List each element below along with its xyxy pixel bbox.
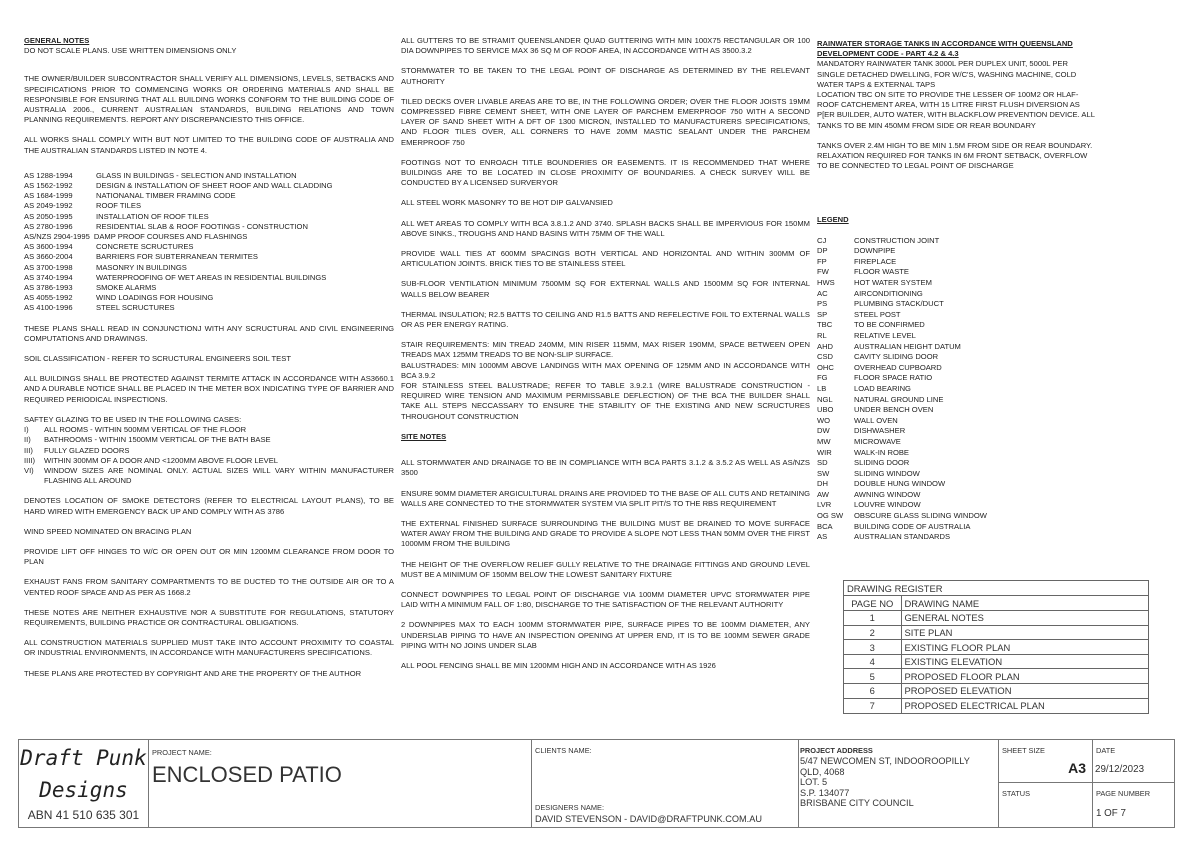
standard-row: AS/NZS 2904-1995 DAMP PROOF COURSES AND FLASHINGS [24,232,248,242]
note-overflow: THE HEIGHT OF THE OVERFLOW RELIEF GULLY RELATIVE TO THE DRAINAGE FITTINGS AND GROUND LEVEL MUST BE A MINIMUM OF 150MM BELOW THE LOWEST SANITARY FIXTURE [401,559,810,579]
note-coastal: ALL CONSTRUCTION MATERIALS SUPPLIED MUST TAKE INTO ACCOUNT PROXIMITY TO COASTAL OR INDUSTRIAL ENVIRONMENTS, IN ACCORDANCE WITH MANUFACTURERS SPECIFICATIONS. [24,638,394,658]
note-smoke-detectors: DENOTES LOCATION OF SMOKE DETECTORS (REFER TO ELECTRICAL LAYOUT PLANS), TO BE HARD WIRED WITH EMERGENCY BACK UP AND COMPLY WITH AS 3786 [24,496,394,516]
column-header-drawing-name: DRAWING NAME [901,596,1148,611]
drawing-register-table [844,596,1148,713]
note-tiled-decks: TILED DECKS OVER LIVABLE AREAS ARE TO BE, IN THE FOLLOWING ORDER; OVER THE FLOOR JOISTS 19MM COMPRESSED FIBRE CEMENT SHEET, WITH ONE LAYER OF PARCHEM EMERPROOF 750 WITH A SECOND LAYER OF SAND SHEET WITH A DFT OF 1300 MICRON, INSTALLED TO MANUFACTURERS SPECIFICATIONS, AND FLOOR TILES OVER, ALL CORNERS TO HAVE 20MM MASTIC SEALANT UNDER THE PARCHEM EMERPROOF 750 [401,96,810,147]
rainwater-legend-column [817,36,1097,543]
note-copyright: THESE PLANS ARE PROTECTED BY COPYRIGHT AND ARE THE PROPERTY OF THE AUTHOR [24,668,362,678]
abn-number: ABN 41 510 635 301 [27,808,140,822]
sheet-size: A3 [1068,760,1086,776]
date-label: DATE [1096,746,1116,755]
table-row: 1 GENERAL NOTES [844,611,1148,626]
legend-item: LVR LOUVRE WINDOW [817,500,921,510]
legend-item: CSD CAVITY SLIDING DOOR [817,352,939,362]
page-number: 1 OF 7 [1096,808,1126,819]
note-tank-location: LOCATION TBC ON SITE TO PROVIDE THE LESSER OF 100M2 OR HLAF-ROOF CATCHEMENT AREA, WITH 15 LITRE FIRST FLUSH DIVERSION AS P[ER BUILDER, AUTO WATER, WITH BLACKFLOW PREVENTION DEVICE. ALL TANKS TO BE MIN 450MM FROM SIDE OR REAR BOUNDARY [817,90,1095,130]
legend-item: CJ CONSTRUCTION JOINT [817,235,940,245]
title-block [18,739,1175,828]
clients-cell [532,740,799,827]
legend-item: PS PLUMBING STACK/DUCT [817,299,944,309]
note-wall-ties: PROVIDE WALL TIES AT 600MM SPACINGS BOTH VERTICAL AND HORIZONTAL AND WITHIN 300MM OF ARTICULATION JOINTS. BRICK TIES TO BE STAINLESS STEEL [401,249,810,269]
legend-item: SD SLIDING DOOR [817,458,910,468]
legend-item: DP DOWNPIPE [817,246,896,256]
note-downpipes: CONNECT DOWNPIPES TO LEGAL POINT OF DISCHARGE VIA 100MM DIAMETER UPVC STORMWATER PIPE LAID WITH A MINIMUM FALL OF 1:80, DISCHARGE TO THE SATISFACTION OF THE RELEVANT AUTHORITY [401,589,810,610]
legend-item: FW FLOOR WASTE [817,267,909,277]
legend-item: DW DISHWASHER [817,426,906,436]
legend-item: FP FIREPLACE [817,256,897,266]
list-item: III) FULLY GLAZED DOORS [24,445,130,455]
legend-item: AS AUSTRALIAN STANDARDS [817,532,951,542]
table-row: 2 SITE PLAN [844,625,1148,640]
address-cell [799,740,999,827]
note-site-stormwater: ALL STORMWATER AND DRAINAGE TO BE IN COMPLIANCE WITH BCA PARTS 3.1.2 & 3.5.2 AS WELL AS AS/NZS 3500 [401,458,810,478]
list-item: II) BATHROOMS - WITHIN 1500MM VERTICAL OF THE BATH BASE [24,435,271,445]
legend-item: MW MICROWAVE [817,436,901,446]
sheet-size-cell [999,740,1093,827]
note-do-not-scale: DO NOT SCALE PLANS. USE WRITTEN DIMENSIONS ONLY [24,46,237,56]
legend-item: DH DOUBLE HUNG WINDOW [817,479,946,489]
note-termite: ALL BUILDINGS SHALL BE PROTECTED AGAINST TERMITE ATTACK IN ACCORDANCE WITH AS3660.1 AND A DURABLE NOTICE SHALL BE PLACED IN THE METER BOX INDICATING TYPE OF BARRIER AND REQUIRED PERIODICAL INSPECTIONS. [24,374,394,404]
standards-list [24,171,394,314]
standard-row: AS 2050-1995 INSTALLATION OF ROOF TILES [24,211,209,221]
note-stormwater: STORMWATER TO BE TAKEN TO THE LEGAL POINT OF DISCHARGE AS DETERMINED BY THE RELEVANT AUTHORITY [401,66,810,86]
note-conjunction: THESE PLANS SHALL READ IN CONJUNCTIONJ WITH ANY SCRUCTURAL AND CIVIL ENGINEERING COMPUTATIONS AND DRAWINGS. [24,323,394,343]
company-logo-line1: Draft Punk [20,746,147,770]
column-header-page-no: PAGE NO [844,596,901,611]
note-wind: WIND SPEED NOMINATED ON BRACING PLAN [24,526,192,536]
legend-item: OG SW OBSCURE GLASS SLIDING WINDOW [817,511,987,521]
legend-item: TBC TO BE CONFIRMED [817,320,925,330]
standard-row: AS 2049-1992 ROOF TILES [24,201,142,211]
note-mandatory-tank: MANDATORY RAINWATER TANK 3000L PER DUPLEX UNIT, 5000L PER SINGLE DETACHED DWELLING, FOR W/C'S, WASHING MACHINE, COLD WATER TAPS & EXTERNAL TAPS [817,59,1077,89]
standard-row: AS 3660-2004 BARRIERS FOR SUBTERRANEAN TERMITES [24,252,258,262]
designers-name-label: DESIGNERS NAME: [535,803,604,812]
clients-name-label: CLIENTS NAME: [535,746,592,755]
note-steel: ALL STEEL WORK MASONRY TO BE HOT DIP GALVANSIED [401,198,613,208]
standard-row: AS 1684-1999 NATIONANAL TIMBER FRAMING CODE [24,191,236,201]
construction-notes-column [401,36,810,681]
legend-item: NGL NATURAL GROUND LINE [817,394,944,404]
standard-row: AS 3600-1994 CONCRETE SCRUCTURES [24,242,194,252]
drawing-register-title: DRAWING REGISTER [844,581,1148,596]
legend-item: OHC OVERHEAD CUPBOARD [817,362,942,372]
table-row: 5 PROPOSED FLOOR PLAN [844,669,1148,684]
note-gutters: ALL GUTTERS TO BE STRAMIT QUEENSLANDER QUAD GUTTERING WITH MIN 100X75 RECTANGULAR OR 100 DIA DOWNPIPES TO SERVICE MAX 36 SQ M OF ROOF AREA, IN ACCORDANCE WITH AS 3500.3.2 [401,36,810,56]
legend-item: SW SLIDING WINDOW [817,468,920,478]
list-item: VI) WINDOW SIZES ARE NOMINAL ONLY. ACTUAL SIZES WILL VARY WITHIN MANUFACTURER FLASHING ALL AROUND [24,465,394,486]
drawing-register [843,580,1149,714]
site-notes-heading: SITE NOTES [401,431,447,441]
legend-item: BCA BUILDING CODE OF AUSTRALIA [817,521,971,531]
company-logo-line2: Designs [39,778,128,802]
project-name-label: PROJECT NAME: [152,748,212,757]
safety-glazing [24,415,394,486]
note-not-exhaustive: THESE NOTES ARE NEITHER EXHAUSTIVE NOR A SUBSTITUTE FOR REGULATIONS, STATUTORY REQUIREMENTS, BUILDING PRACTICE OR CONTRACTURAL OBLIGATIONS. [24,607,394,627]
legend-item: FG FLOOR SPACE RATIO [817,373,933,383]
standard-row: AS 4055-1992 WIND LOADINGS FOR HOUSING [24,293,214,303]
standard-row: AS 1562-1992 DESIGN & INSTALLATION OF SHEET ROOF AND WALL CLADDING [24,181,333,191]
note-hinges: PROVIDE LIFT OFF HINGES TO W/C OR OPEN OUT OR MIN 1200MM CLEARANCE FROM DOOR TO PLAN [24,546,394,567]
legend-heading: LEGEND [817,215,849,225]
note-comply: ALL WORKS SHALL COMPLY WITH BUT NOT LIMITED TO THE BUILDING CODE OF AUSTRALIA AND THE AUSTRALIAN STANDARDS LISTED IN NOTE 4. [24,135,394,155]
general-notes-column [24,36,394,689]
legend-item: LB LOAD BEARING [817,383,911,393]
logo-cell [19,740,149,827]
legend-item: UBO UNDER BENCH OVEN [817,405,934,415]
standard-row: AS 3700-1998 MASONRY IN BUILDINGS [24,262,187,272]
table-header-row [844,596,1148,611]
table-row: 6 PROPOSED ELEVATION [844,684,1148,699]
project-address: 5/47 NEWCOMEN ST, INDOOROOPILLY QLD, 4068 LOT. 5 S.P. 134077 BRISBANE CITY COUNCIL [800,756,970,809]
legend-item: WIR WALK-IN ROBE [817,447,909,457]
note-stainless-balustrade: FOR STAINLESS STEEL BALUSTRADE; REFER TO TABLE 3.9.2.1 (WIRE BALUSTRADE CONSTRUCTION - REQUIRED WIRE TENSION AND MAXIMUM PERMISSABLE DEFLECTION) OF THE BCA THE BUILDER SHALL TAKE ALL STEPS NECCASSARY TO ENSURE THE STABILITY OF THE EXISTING AND NEW SCRUCTURES THROUGHOUT CONSTRUCTION [401,381,810,421]
standard-row: AS 1288-1994 GLASS IN BUILDINGS - SELECTION AND INSTALLATION [24,170,297,180]
note-pool: ALL POOL FENCING SHALL BE MIN 1200MM HIGH AND IN ACCORDANCE WITH AS 1926 [401,660,716,670]
note-thermal: THERMAL INSULATION; R2.5 BATTS TO CEILING AND R1.5 BATTS AND REFELECTIVE FOIL TO EXTERNAL WALLS OR AS PER ENERGY RATING. [401,309,810,330]
legend-item: AHD AUSTRALIAN HEIGHT DATUM [817,341,961,351]
note-tanks-over: TANKS OVER 2.4M HIGH TO BE MIN 1.5M FROM SIDE OR REAR BOUNDARY. RELAXATION REQUIRED FOR TANKS IN 6M FRONT SETBACK, OVERFLOW TO BE CONNECTED TO LEGAL POINT OF DISCHARGE [817,140,1093,171]
note-wet-areas: ALL WET AREAS TO COMPLY WITH BCA 3.8.1.2 AND 3740. SPLASH BACKS SHALL BE IMPERVIOUS FOR 150MM ABOVE SINKS., TROUGHS AND HAND BASINS WITH 75MM OF THE WALL [401,218,810,238]
note-drains: ENSURE 90MM DIAMETER ARGICULTURAL DRAINS ARE PROVIDED TO THE BASE OF ALL CUTS AND RETAINING WALLS ARE CONNECTED TO THE STORMWATER SYSTEM VIA SPLIT PIT/S TO THE RBS REQUIREMENT [401,488,810,508]
standard-row: AS 2780-1996 RESIDENTIAL SLAB & ROOF FOOTINGS - CONSTRUCTION [24,221,308,231]
designers-name: DAVID STEVENSON - DAVID@DRAFTPUNK.COM.AU [535,814,762,824]
page-number-label: PAGE NUMBER [1096,789,1151,798]
date-page-cell [1093,740,1175,827]
note-balustrades: BALUSTRADES: MIN 1000MM ABOVE LANDINGS WITH MAX OPENING OF 125MM AND IN ACCORDANCE WITH BCA 3.9.2 [401,360,810,380]
list-item: I) ALL ROOMS - WITHIN 500MM VERTICAL OF THE FLOOR [24,425,247,435]
legend-item: RL RELATIVE LEVEL [817,330,916,340]
note-soil: SOIL CLASSIFICATION - REFER TO SCRUCTURAL ENGINEERS SOIL TEST [24,354,291,364]
legend-item: SP STEEL POST [817,309,901,319]
standard-row: AS 3786-1993 SMOKE ALARMS [24,283,157,293]
note-verify: THE OWNER/BUILDER SUBCONTRACTOR SHALL VERIFY ALL DIMENSIONS, LEVELS, SETBACKS AND SPECIFICATIONS PRIOR TO COMMENCING WORKS OR ORDERING MATERIALS AND SHALL BE RESPONSIBLE FOR ENSURING THAT ALL BUILDING WORKS CONFORM TO THE BUILDING CODE OF AUSTRALIA 2006., CURRENT AUSTRALIAN STANDARDS, BUILDING RELATIONS AND TOWN PLANNING REQUIREMENTS. REPORT ANY DISCREPANCIESTO THIS OFFICE. [24,74,394,125]
table-row: 4 EXISTING ELEVATION [844,654,1148,669]
note-surface: THE EXTERNAL FINISHED SURFACE SURROUNDING THE BUILDING MUST BE DRAINED TO MOVE SURFACE WATER AWAY FROM THE BUILDING AND GRADE TO PROVIDE A SLOPE NOT LESS THAN 50MM OVER THE FIRST 1000MM FROM THE BUILDING [401,518,810,549]
legend-list [817,236,1097,543]
table-row: 7 PROPOSED ELECTRICAL PLAN [844,698,1148,713]
date-value: 29/12/2023 [1095,764,1145,775]
safety-intro: SAFTEY GLAZING TO BE USED IN THE FOLLOWING CASES: [24,414,242,424]
note-exhaust: EXHAUST FANS FROM SANITARY COMPARTMENTS TO BE DUCTED TO THE OUTSIDE AIR OR TO A VENTED ROOF SPACE AND AS PER AS 1668.2 [24,577,394,597]
table-row: 3 EXISTING FLOOR PLAN [844,640,1148,655]
project-cell [149,740,532,827]
standard-row: AS 3740-1994 WATERPROOFING OF WET AREAS IN RESIDENTIAL BUILDINGS [24,272,327,282]
legend-item: AC AIRCONDITIONING [817,288,923,298]
sheet-size-label: SHEET SIZE [1002,746,1045,755]
project-address-label: PROJECT ADDRESS [800,746,873,755]
legend-item: WO WALL OVEN [817,415,898,425]
legend-item: AW AWNING WINDOW [817,489,921,499]
general-notes-heading: GENERAL NOTES [24,36,90,45]
note-subfloor: SUB-FLOOR VENTILATION MINIMUM 7500MM SQ FOR EXTERNAL WALLS AND 1500MM SQ FOR INTERNAL WALLS BELOW BEARER [401,279,810,299]
note-two-downpipes: 2 DOWNPIPES MAX TO EACH 100MM STORMWATER PIPE, SURFACE PIPES TO BE 100MM DIAMETER, ANY UNDERSLAB PIPING TO HAVE AN INSPECTION OPENING AT UPPER END, IT IS TO BE 100MM SEWER GRADE PIPING WITH NO JOINS UNDER SLAB [401,620,810,650]
legend-item: HWS HOT WATER SYSTEM [817,278,932,288]
status-label: STATUS [1002,789,1031,798]
standard-row: AS 4100-1996 STEEL SCRUCTURES [24,303,175,313]
list-item: IIII) WITHIN 300MM OF A DOOR AND <1200MM ABOVE FLOOR LEVEL [24,455,278,465]
note-footings: FOOTINGS NOT TO ENROACH TITLE BOUNDERIES OR EASEMENTS. IT IS RECOMMENDED THAT WHERE BUILDINGS ARE TO BE LOCATED IN CLOSE PROXIMITY OF BOUNDARIES. A CHECK SURVEY WILL BE CONDUCTED BY A LICENSED SURVERYOR [401,157,810,188]
note-stair: STAIR REQUIREMENTS: MIN TREAD 240MM, MIN RISER 115MM, MAX RISER 190MM, SPACE BETWEEN OPEN TREADS MAX 125MM TREADS TO BE NON-SLIP SURFACE. [401,340,810,360]
project-name: ENCLOSED PATIO [152,762,342,787]
rainwater-heading: RAINWATER STORAGE TANKS IN ACCORDANCE WITH QUEENSLAND DEVELOPMENT CODE - PART 4.2 & 4.3 [817,39,1073,59]
